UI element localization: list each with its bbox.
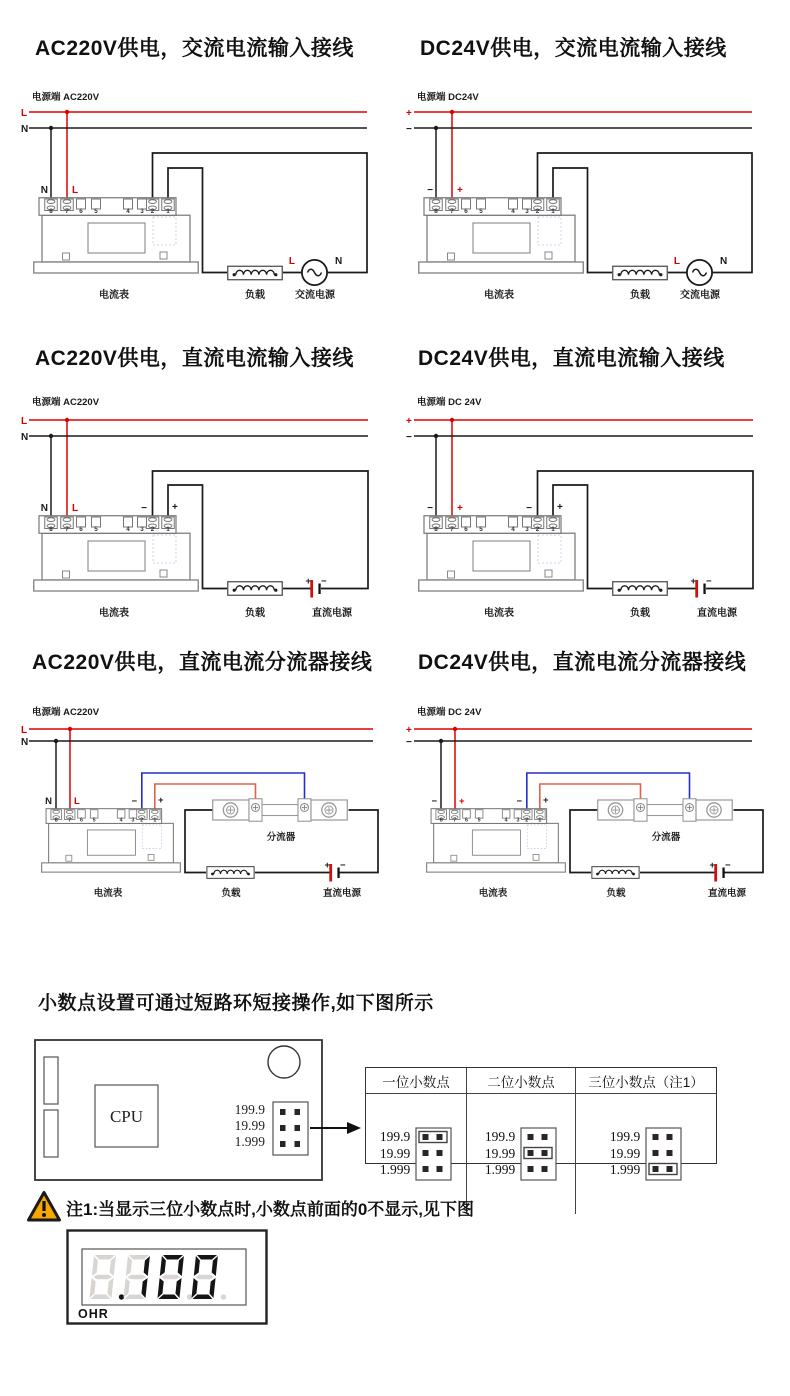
source-neutral-label: N	[335, 256, 343, 267]
ac-source	[687, 260, 712, 285]
terminal7-label: +	[457, 185, 463, 196]
ammeter	[427, 809, 566, 872]
dc-source	[325, 860, 347, 882]
power-terminal-label: 电源端 AC220V	[32, 92, 100, 103]
brand-logo: OHR	[78, 1307, 109, 1321]
power-terminal-label: 电源端 DC 24V	[417, 397, 482, 408]
load	[207, 867, 254, 879]
table-header-three-decimal: 三位小数点（注1）	[576, 1068, 716, 1094]
ammeter	[419, 198, 584, 273]
load-label: 负载	[245, 290, 265, 301]
line1-label: +	[406, 725, 412, 736]
source-neutral-label: N	[720, 256, 728, 267]
power-terminal-label: 电源端 DC 24V	[417, 707, 482, 718]
line2-label: N	[21, 124, 29, 135]
load-label: 负载	[221, 888, 241, 899]
terminal1-label: +	[158, 795, 164, 806]
table-cell-three-decimal	[576, 1094, 716, 1214]
terminal8-label: N	[40, 185, 48, 196]
terminal1-label: +	[172, 502, 178, 513]
wiring-diagram-ac220-ac-input	[15, 85, 400, 315]
power-terminal-label: 电源端 DC24V	[417, 92, 479, 103]
ammeter	[34, 516, 199, 591]
terminal2-label: −	[516, 796, 522, 807]
table-cell-two-decimal	[466, 1094, 576, 1214]
shunt-to-load-wire	[185, 810, 213, 873]
source-label: 直流电源	[707, 888, 747, 899]
wiring-diagram-dc24-shunt	[400, 700, 785, 905]
wiring-diagram-dc24-dc-input	[400, 390, 785, 625]
ammeter	[419, 516, 584, 591]
dc-source	[691, 576, 713, 598]
source-label: 直流电源	[697, 608, 737, 619]
shunt	[598, 799, 733, 822]
load-label: 负载	[606, 888, 626, 899]
meter-label: 电流表	[99, 290, 129, 301]
diagram-title-4: DC24V供电，直流电流输入接线	[418, 347, 725, 370]
pcb-trimmer	[268, 1046, 300, 1078]
terminal1-label: +	[543, 795, 549, 806]
meter-label: 电流表	[484, 608, 514, 619]
ammeter	[42, 809, 181, 872]
terminal2-label: −	[141, 503, 147, 514]
load-label: 负载	[630, 608, 650, 619]
meter-label: 电流表	[484, 290, 514, 301]
terminal2-label: −	[526, 503, 532, 514]
decimal-section-heading: 小数点设置可通过短路环短接操作,如下图所示	[38, 993, 434, 1014]
terminal8-label: N	[40, 503, 48, 514]
range-labels: 199.9 19.99 1.999	[609, 1129, 641, 1177]
load	[228, 582, 283, 596]
range-labels: 199.9 19.99 1.999	[379, 1129, 411, 1177]
load	[613, 582, 668, 596]
terminal8-label: −	[431, 796, 437, 807]
terminal8-label: −	[427, 185, 433, 196]
power-terminal-label: 电源端 AC220V	[32, 707, 100, 718]
source-label: 直流电源	[312, 608, 352, 619]
line1-label: +	[406, 416, 412, 427]
ammeter	[34, 198, 199, 273]
load	[228, 266, 283, 280]
jumper-diagram-cap-row3	[645, 1127, 682, 1181]
terminal2-label: −	[131, 796, 137, 807]
line1-label: L	[21, 416, 28, 427]
meter-display-panel	[66, 1229, 268, 1325]
line2-label: N	[21, 737, 29, 748]
source-label: 交流电源	[680, 290, 720, 301]
pcb-connector-top	[44, 1057, 58, 1104]
source-live-label: L	[288, 256, 295, 267]
table-header-two-decimal: 二位小数点	[466, 1068, 576, 1094]
svg-text:199.9: 199.9	[234, 1102, 265, 1117]
range-labels: 199.9 19.99 1.999	[484, 1129, 516, 1177]
source-label: 直流电源	[322, 888, 362, 899]
line2-label: −	[406, 124, 412, 135]
wiring-diagram-dc24-ac-input	[400, 85, 785, 315]
load	[592, 867, 639, 879]
wiring-diagram-ac220-dc-input	[15, 390, 400, 625]
table-header-one-decimal: 一位小数点	[366, 1068, 466, 1094]
terminal7-label: L	[74, 796, 80, 807]
terminal8-label: −	[427, 503, 433, 514]
shunt	[213, 799, 348, 822]
meter-label: 电流表	[478, 888, 508, 899]
arrow-head-icon	[347, 1122, 361, 1134]
note-1-text: 注1:当显示三位小数点时,小数点前面的0不显示,见下图	[66, 1200, 475, 1219]
jumper-row-labels	[235, 1102, 266, 1149]
meter-label: 电流表	[99, 608, 129, 619]
load-label: 负载	[630, 290, 650, 301]
terminal7-label: L	[72, 503, 79, 514]
source-live-label: L	[673, 256, 680, 267]
source-label: 交流电源	[295, 290, 335, 301]
shunt-label: 分流器	[651, 832, 681, 843]
pcb-board-figure	[33, 1038, 363, 1184]
jumper-diagram-cap-row1	[415, 1127, 452, 1181]
warning-icon	[26, 1190, 62, 1223]
diagram-title-2: DC24V供电，交流电流输入接线	[420, 37, 727, 60]
terminal7-label: L	[72, 185, 79, 196]
diagram-title-6: DC24V供电，直流电流分流器接线	[418, 651, 747, 674]
power-terminal-label: 电源端 AC220V	[32, 397, 100, 408]
line2-label: −	[406, 737, 412, 748]
cpu-label: CPU	[109, 1107, 144, 1126]
line1-label: L	[21, 108, 28, 119]
pcb-connector-bottom	[44, 1110, 58, 1157]
diagram-title-1: AC220V供电，交流电流输入接线	[35, 37, 354, 60]
line2-label: −	[406, 432, 412, 443]
dc-source	[306, 576, 328, 598]
terminal7-label: +	[459, 796, 465, 807]
shunt-label: 分流器	[266, 832, 296, 843]
terminal8-label: N	[45, 796, 52, 807]
load	[613, 266, 668, 280]
wiring-diagram-ac220-shunt	[15, 700, 400, 905]
line1-label: L	[21, 725, 28, 736]
line2-label: N	[21, 432, 29, 443]
svg-text:1.999: 1.999	[234, 1134, 265, 1149]
decimal-point-table	[365, 1067, 717, 1177]
dc-source	[710, 860, 732, 882]
jumper-block	[273, 1102, 308, 1155]
shunt-to-load-wire	[570, 810, 598, 873]
meter-label: 电流表	[93, 888, 123, 899]
svg-text:19.99: 19.99	[234, 1118, 265, 1133]
jumper-diagram-cap-row2	[520, 1127, 557, 1181]
diagram-title-3: AC220V供电，直流电流输入接线	[35, 347, 354, 370]
terminal1-label: +	[557, 502, 563, 513]
diagram-title-5: AC220V供电，直流电流分流器接线	[32, 651, 373, 674]
line1-label: +	[406, 108, 412, 119]
load-label: 负载	[245, 608, 265, 619]
terminal7-label: +	[457, 503, 463, 514]
ac-source	[302, 260, 327, 285]
